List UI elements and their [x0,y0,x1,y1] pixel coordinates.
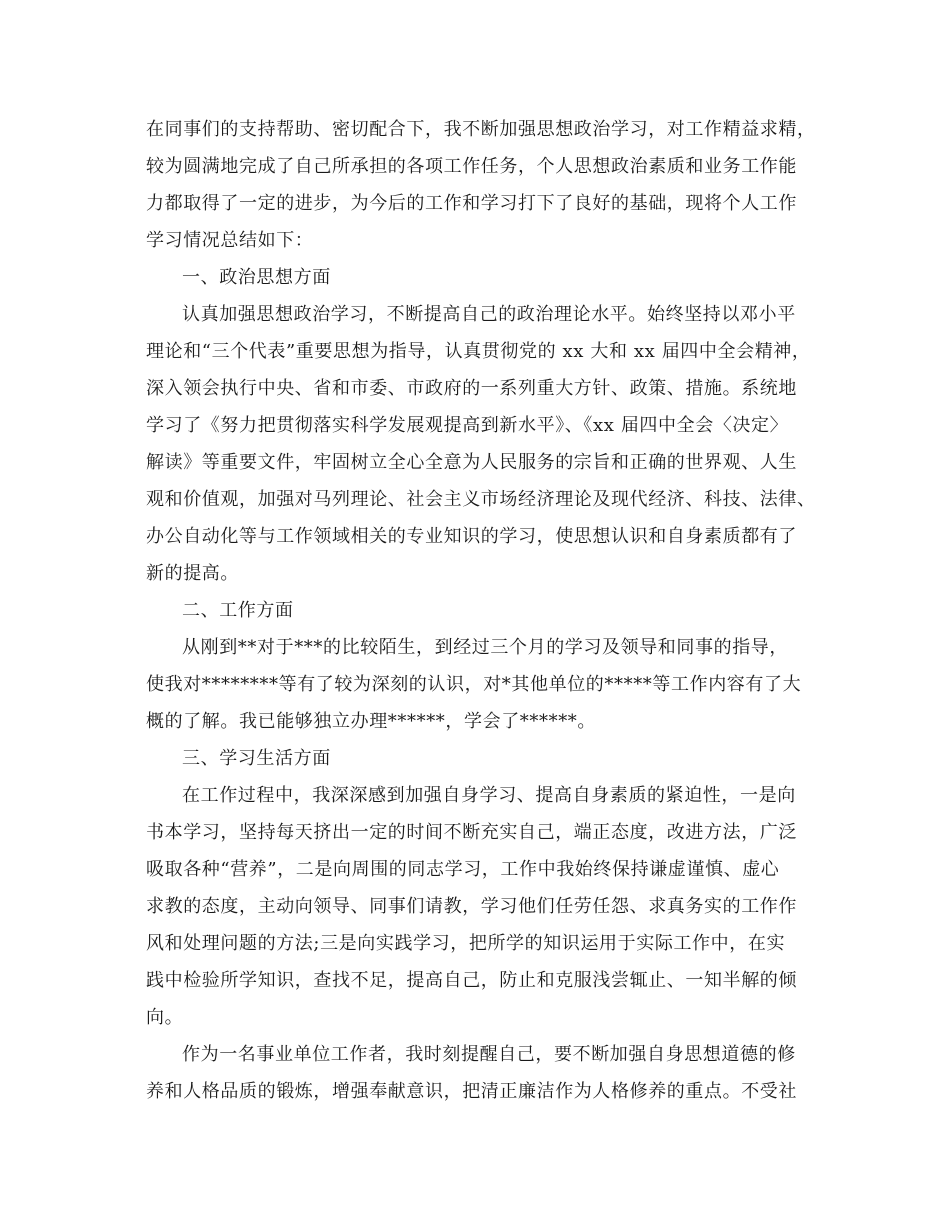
text-line: 养和人格品质的锻炼，增强奉献意识，把清正廉洁作为人格修养的重点。不受社 [146,1081,797,1102]
text-line: 践中检验所学知识，查找不足，提高自己，防止和克服浅尝辄止、一知半解的倾 [146,970,797,991]
text-line: 较为圆满地完成了自己所承担的各项工作任务，个人思想政治素质和业务工作能 [146,156,797,177]
text-line: 吸取各种“营养”，二是向周围的同志学习，工作中我始终保持谦虚谨慎、虚心 [146,859,780,880]
text-line: 从刚到**对于***的比较陌生，到经过三个月的学习及领导和同事的指导， [182,637,788,658]
section-heading-work: 二、工作方面 [182,600,294,621]
text-line: 风和处理问题的方法;三是向实践学习，把所学的知识运用于实际工作中，在实 [146,933,786,954]
text-line: 使我对********等有了较为深刻的认识，对*其他单位的*****等工作内容有了大 [146,674,802,695]
text-line: 观和价值观，加强对马列理论、社会主义市场经济理论及现代经济、科技、法律、 [146,489,816,510]
text-line: 办公自动化等与工作领域相关的专业知识的学习，使思想认识和自身素质都有了 [146,526,797,547]
text-line: 学习了《努力把贯彻落实科学发展观提高到新水平》、《xx 届四中全会〈决定〉 [146,415,789,436]
text-line: 作为一名事业单位工作者，我时刻提醒自己，要不断加强自身思想道德的修 [182,1044,796,1065]
text-line: 概的了解。我已能够独立办理******，学会了******。 [146,711,596,732]
text-line: 向。 [146,1007,184,1028]
text-line: 书本学习，坚持每天挤出一定的时间不断充实自己，端正态度，改进方法，广泛 [146,822,797,843]
text-line: 求教的态度，主动向领导、同事们请教，学习他们任劳任怨、求真务实的工作作 [146,896,797,917]
text-line: 深入领会执行中央、省和市委、市政府的一系列重大方针、政策、措施。系统地 [146,378,797,399]
text-line: 认真加强思想政治学习，不断提高自己的政治理论水平。始终坚持以邓小平 [182,304,796,325]
section-heading-study-life: 三、学习生活方面 [182,748,331,769]
text-line: 解读》等重要文件，牢固树立全心全意为人民服务的宗旨和正确的世界观、人生 [146,452,797,473]
text-line: 新的提高。 [146,563,239,584]
text-line: 在同事们的支持帮助、密切配合下，我不断加强思想政治学习，对工作精益求精， [146,119,816,140]
text-line: 学习情况总结如下： [146,230,314,251]
text-line: 力都取得了一定的进步，为今后的工作和学习打下了良好的基础，现将个人工作 [146,193,797,214]
text-line: 在工作过程中，我深深感到加强自身学习、提高自身素质的紧迫性，一是向 [182,785,796,806]
section-heading-politics: 一、政治思想方面 [182,267,331,288]
text-line: 理论和“三个代表”重要思想为指导，认真贯彻党的 xx 大和 xx 届四中全会精神， [146,341,811,362]
